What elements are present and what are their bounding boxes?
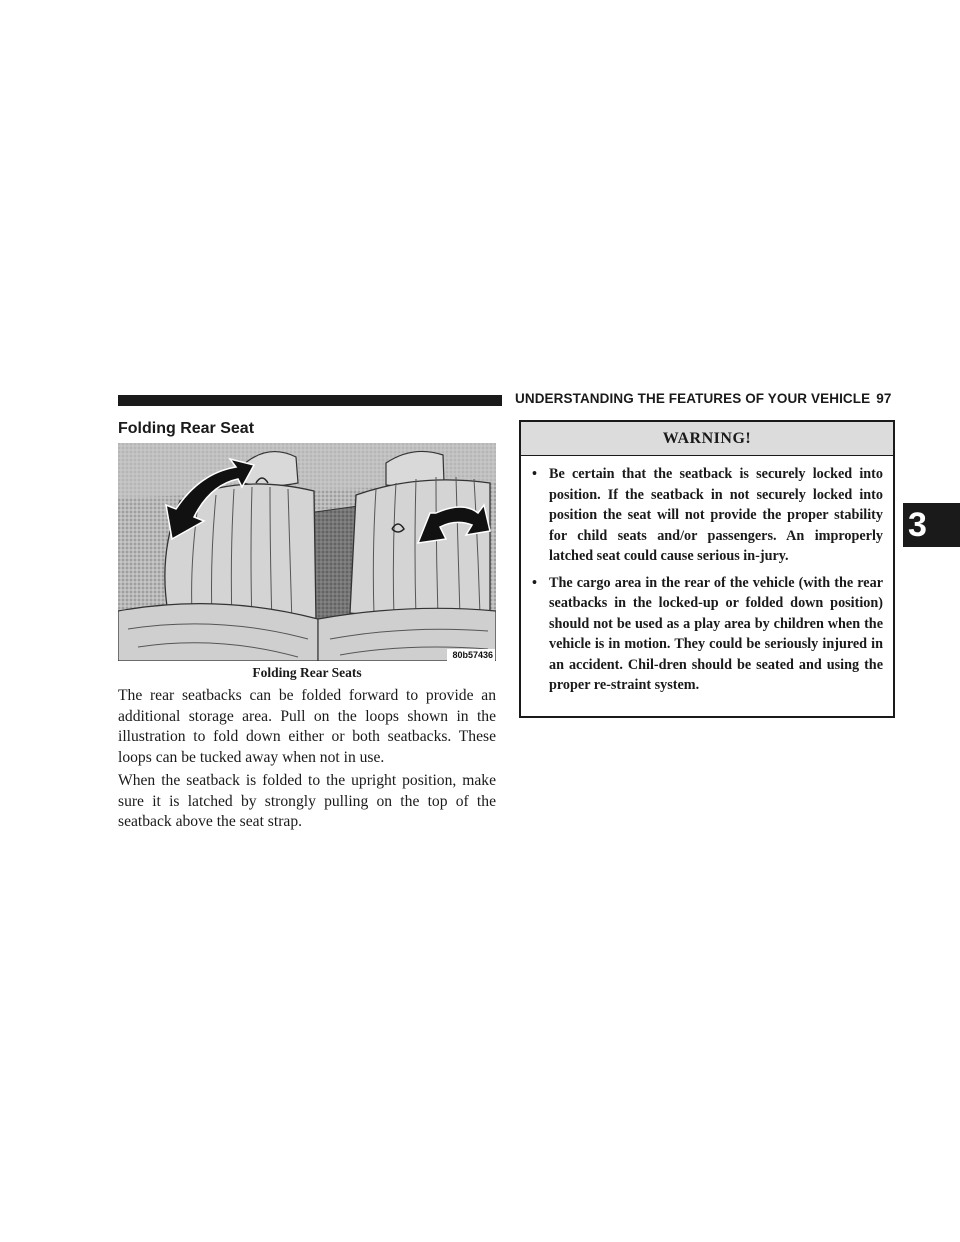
- running-header: [515, 391, 905, 406]
- warning-item: [532, 573, 883, 696]
- warning-title: WARNING!: [521, 422, 893, 456]
- body-paragraph: When the seatback is folded to the upright position, make sure it is latched by strongly pulling on the top of the seatback above the seat strap.: [118, 772, 496, 830]
- warning-item-text: The cargo area in the rear of the vehicle (with the rear seatbacks in the locked-up or folded down position) should not be used as a play area by children when the vehicle is in motion. They could be seriously injured in an accident. Chil-dren should be seated and using the proper re-straint system.: [549, 574, 883, 693]
- figure-caption: Folding Rear Seats: [252, 665, 362, 680]
- chapter-tab: [903, 503, 960, 547]
- section-heading: Folding Rear Seat: [118, 420, 255, 437]
- warning-box: [519, 420, 895, 718]
- page-number: 97: [876, 391, 892, 406]
- warning-item-text: Be certain that the seatback is securely locked into position. If the seatback in not securely locked into position the seat will not provide the proper stability for child seats and/or passengers. An improperly latched seat could cause serious in-jury.: [549, 466, 883, 564]
- header-rule: [118, 395, 502, 406]
- figure-code: 80b57436: [452, 650, 493, 660]
- bullet-icon: •: [532, 466, 537, 482]
- folding-rear-seats-illustration: [118, 443, 496, 661]
- warning-list: [521, 456, 893, 696]
- chapter-number: 3: [908, 506, 927, 544]
- bullet-icon: •: [532, 574, 537, 591]
- warning-item: [532, 464, 883, 567]
- header-title-text: UNDERSTANDING THE FEATURES OF YOUR VEHICLE: [515, 391, 871, 406]
- body-paragraph: The rear seatbacks can be folded forward to provide an additional storage area. Pull on the loops shown in the illustration to fold down either or both seatbacks. These loops can be tucked away when not in use.: [118, 687, 496, 766]
